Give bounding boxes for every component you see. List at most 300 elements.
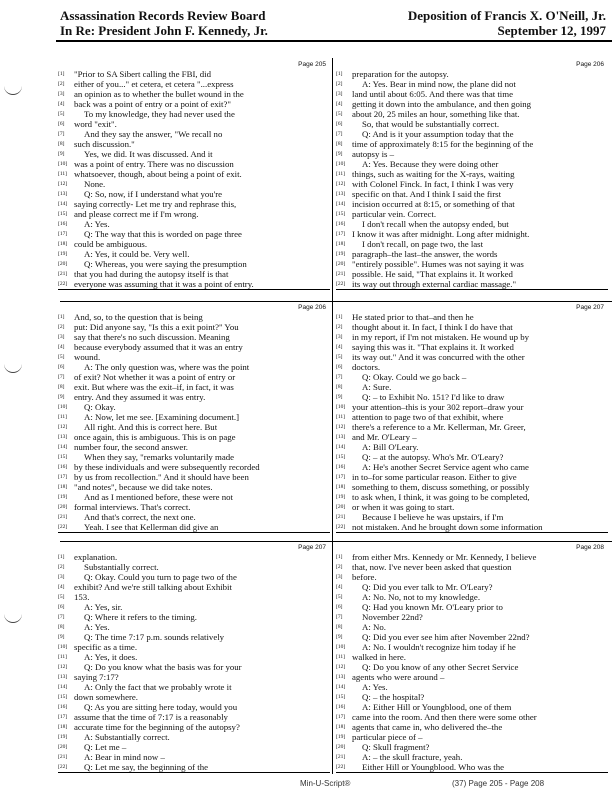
transcript-line (58, 692, 330, 702)
line-text: Q: Did you ever see him after November 22nd? (362, 632, 530, 642)
line-number: [14] (58, 201, 68, 207)
line-number: [9] (336, 151, 343, 157)
line-text: Yeah. I see that Kellerman did give an (84, 522, 219, 532)
line-text: All right. And this is correct here. But (84, 422, 218, 432)
line-number: [10] (58, 644, 68, 650)
transcript-line (58, 219, 330, 229)
line-text: word "exit". (74, 119, 117, 129)
transcript-line (58, 762, 330, 773)
line-number: [18] (58, 241, 68, 247)
transcript-line (58, 392, 330, 402)
line-number: [21] (336, 754, 346, 760)
line-text: in to–for some particular reason. Either to give (352, 472, 517, 482)
transcript-line (58, 189, 330, 199)
line-number: [13] (336, 674, 346, 680)
line-text: He stated prior to that–and then he (352, 312, 474, 322)
hole-punch-mark (4, 362, 22, 373)
transcript-line (58, 412, 330, 422)
line-text: specific as a time. (74, 642, 138, 652)
line-number: [7] (58, 374, 65, 380)
line-number: [16] (58, 464, 68, 470)
line-number: [16] (58, 704, 68, 710)
transcript-line (58, 342, 330, 352)
line-number: [21] (58, 514, 68, 520)
transcript-line (336, 472, 608, 482)
transcript-line (58, 752, 330, 762)
line-text: Q: Let me – (84, 742, 127, 752)
line-text: And as I mentioned before, these were not (84, 492, 234, 502)
transcript-line (336, 522, 608, 533)
page-number: Page 205 (298, 61, 326, 68)
line-number: [11] (336, 414, 345, 420)
line-number: [10] (58, 404, 68, 410)
line-number: [10] (336, 161, 346, 167)
line-number: [22] (58, 764, 68, 770)
transcript-line (336, 382, 608, 392)
line-text: A: No. I wouldn't recognize him today if he (362, 642, 516, 652)
line-text: autopsy is – (352, 149, 395, 159)
line-number: [17] (336, 231, 346, 237)
footer-publisher: Min-U-Script® (300, 779, 351, 788)
transcript-line (58, 562, 330, 572)
line-text: Q: Had you known Mr. O'Leary prior to (362, 602, 503, 612)
transcript-line (336, 392, 608, 402)
transcript-line (58, 592, 330, 602)
page-number: Page 206 (576, 61, 604, 68)
transcript-line (336, 412, 608, 422)
line-number: [3] (58, 334, 65, 340)
line-number: [14] (58, 444, 68, 450)
transcript-line (336, 312, 608, 322)
line-number: [4] (336, 101, 343, 107)
line-number: [11] (58, 171, 67, 177)
transcript-line (336, 622, 608, 632)
line-number: [19] (58, 734, 68, 740)
line-text: Q: And is it your assumption today that the (362, 129, 514, 139)
line-number: [16] (336, 704, 346, 710)
line-number: [20] (58, 744, 68, 750)
line-text: "entirely possible". Humes was not saying it was (352, 259, 524, 269)
line-number: [17] (58, 714, 68, 720)
line-number: [8] (58, 141, 65, 147)
transcript-line (336, 722, 608, 732)
transcript-panel (58, 543, 330, 777)
line-number: [9] (336, 634, 343, 640)
line-number: [3] (58, 574, 65, 580)
line-text: "Prior to SA Sibert calling the FBI, did (74, 69, 212, 79)
transcript-line (58, 582, 330, 592)
line-number: [19] (336, 734, 346, 740)
line-text: Yes, we did. It was discussed. And it (84, 149, 213, 159)
transcript-line (336, 632, 608, 642)
line-text: A: Yes. (84, 622, 110, 632)
transcript-line (336, 332, 608, 342)
line-text: A: Yes, sir. (84, 602, 123, 612)
transcript-line (336, 149, 608, 159)
line-text: A: Now, let me see. [Examining document.] (84, 412, 240, 422)
line-number: [2] (58, 81, 65, 87)
transcript-line (336, 249, 608, 259)
line-text: not mistaken. And he brought down some information (352, 522, 543, 532)
line-number: [15] (58, 694, 68, 700)
line-number: [9] (336, 394, 343, 400)
line-number: [5] (336, 594, 343, 600)
line-text: A: Yes. Because they were doing other (362, 159, 499, 169)
transcript-line (336, 89, 608, 99)
transcript-line (336, 79, 608, 89)
transcript-line (336, 482, 608, 492)
line-number: [13] (58, 434, 68, 440)
transcript-line (58, 682, 330, 692)
line-text: or when it was going to start. (352, 502, 455, 512)
line-text: Substantially correct. (84, 562, 159, 572)
line-number: [10] (336, 644, 346, 650)
line-number: [8] (58, 384, 65, 390)
transcript-line (58, 482, 330, 492)
line-number: [14] (336, 201, 346, 207)
transcript-line (58, 512, 330, 522)
line-text: getting it down into the ambulance, and then going (352, 99, 532, 109)
transcript-line (58, 672, 330, 682)
line-text: A: Yes. (362, 682, 388, 692)
transcript-line (336, 139, 608, 149)
line-text: with Colonel Finck. In fact, I think I was very (352, 179, 514, 189)
line-number: [9] (58, 634, 65, 640)
line-text: I don't recall when the autopsy ended, but (362, 219, 509, 229)
line-text: A: Yes, it could be. Very well. (84, 249, 190, 259)
transcript-line (58, 732, 330, 742)
line-text: particular vein. Correct. (352, 209, 437, 219)
line-number: [22] (336, 524, 346, 530)
line-text: doctors. (352, 362, 381, 372)
transcript-line (336, 752, 608, 762)
transcript-line (336, 742, 608, 752)
transcript-line (58, 372, 330, 382)
line-text: A: No. No, not to my knowledge. (362, 592, 481, 602)
line-text: explanation. (74, 552, 118, 562)
header-right (408, 8, 606, 38)
line-number: [12] (336, 424, 346, 430)
line-text: by these individuals and were subsequently recorded (74, 462, 260, 472)
transcript-line (58, 332, 330, 342)
line-text: When they say, "remarks voluntarily made (84, 452, 235, 462)
line-number: [3] (58, 91, 65, 97)
line-text: And, so, to the question that is being (74, 312, 203, 322)
line-text: Q: The time 7:17 p.m. sounds relatively (84, 632, 225, 642)
line-text: that, now. I've never been asked that question (352, 562, 512, 572)
line-text: agents who were around – (352, 672, 445, 682)
page-number: Page 207 (576, 304, 604, 311)
line-number: [18] (336, 484, 346, 490)
transcript-line (336, 712, 608, 722)
transcript-line (336, 442, 608, 452)
line-number: [1] (336, 314, 343, 320)
transcript-line (336, 582, 608, 592)
line-number: [7] (336, 614, 343, 620)
transcript-line (336, 269, 608, 279)
line-number: [11] (336, 654, 345, 660)
line-number: [20] (58, 504, 68, 510)
transcript-line (58, 322, 330, 332)
transcript-line (58, 702, 330, 712)
line-text: land until about 6:05. And there was that time (352, 89, 514, 99)
line-text: Q: – at the autopsy. Who's Mr. O'Leary? (362, 452, 504, 462)
line-text: that you had during the autopsy itself is that (74, 269, 229, 279)
line-number: [20] (336, 504, 346, 510)
transcript-line (58, 632, 330, 642)
transcript-panel (336, 60, 608, 294)
transcript-line (58, 712, 330, 722)
line-text: something to them, discuss something, or possibly (352, 482, 530, 492)
transcript-line (336, 492, 608, 502)
line-text: possible. He said, "That explains it. It worked (352, 269, 513, 279)
line-text: Because I believe he was upstairs, if I'm (362, 512, 504, 522)
line-number: [15] (336, 211, 346, 217)
transcript-line (58, 199, 330, 209)
line-text: Q: – the hospital? (362, 692, 425, 702)
line-number: [5] (336, 354, 343, 360)
line-text: there's a reference to a Mr. Kellerman, Mr. Greer, (352, 422, 526, 432)
line-text: To my knowledge, they had never used the (84, 109, 235, 119)
line-text: Q: Okay. Could you turn to page two of the (84, 572, 237, 582)
line-number: [12] (336, 181, 346, 187)
line-number: [15] (58, 454, 68, 460)
line-text: A: Only the fact that we probably wrote it (84, 682, 232, 692)
line-text: an opinion as to whether the bullet wound in the (74, 89, 244, 99)
line-number: [8] (336, 384, 343, 390)
transcript-line (58, 442, 330, 452)
line-text: its way out through external cardiac massage." (352, 279, 517, 289)
line-text: Q: Whereas, you were saying the presumption (84, 259, 247, 269)
transcript-line (336, 432, 608, 442)
transcript-line (336, 352, 608, 362)
line-text: and Mr. O'Leary – (352, 432, 417, 442)
transcript-line (58, 602, 330, 612)
line-text: Q: Do you know what the basis was for your (84, 662, 242, 672)
transcript-line (336, 279, 608, 290)
line-text: accurate time for the beginning of the autopsy? (74, 722, 240, 732)
line-text: everyone was assuming that it was a point of entry. (74, 279, 254, 289)
transcript-line (58, 662, 330, 672)
line-text: number four, the second answer. (74, 442, 188, 452)
line-text: walked in here. (352, 652, 406, 662)
transcript-line (336, 452, 608, 462)
line-text: was a point of entry. There was no discussion (74, 159, 234, 169)
line-number: [1] (58, 71, 65, 77)
transcript-line (336, 239, 608, 249)
line-number: [19] (336, 494, 346, 500)
transcript-line (336, 512, 608, 522)
transcript-line (336, 69, 608, 79)
hole-punch-mark (4, 612, 22, 623)
line-number: [4] (58, 584, 65, 590)
transcript-line (58, 742, 330, 752)
line-text: Q: Where it refers to the timing. (84, 612, 197, 622)
footer-page-range: (37) Page 205 - Page 208 (452, 779, 545, 788)
line-text: saying this was it. "That explains it. It worked (352, 342, 514, 352)
line-number: [15] (58, 211, 68, 217)
transcript-line (336, 602, 608, 612)
transcript-line (336, 109, 608, 119)
transcript-line (336, 179, 608, 189)
transcript-line (58, 652, 330, 662)
line-number: [2] (336, 324, 343, 330)
line-text: Q: The way that this is worded on page three (84, 229, 242, 239)
line-text: A: He's another Secret Service agent who came (362, 462, 529, 472)
line-number: [17] (58, 231, 68, 237)
line-number: [4] (58, 344, 65, 350)
line-text: time of approximately 8:15 for the beginning of the (352, 139, 534, 149)
line-text: Q: Did you ever talk to Mr. O'Leary? (362, 582, 493, 592)
transcript-line (58, 79, 330, 89)
transcript-line (58, 472, 330, 482)
line-text: back was a point of entry or a point of exit?" (74, 99, 231, 109)
line-text: particular piece of – (352, 732, 423, 742)
line-number: [21] (58, 754, 68, 760)
transcript-line (336, 562, 608, 572)
line-number: [6] (336, 364, 343, 370)
transcript-line (58, 382, 330, 392)
line-number: [2] (336, 564, 343, 570)
line-text: in my report, if I'm not mistaken. He wound up by (352, 332, 530, 342)
transcript-panel (336, 543, 608, 777)
line-text: Q: So, now, if I understand what you're (84, 189, 223, 199)
line-number: [22] (336, 281, 346, 287)
row-divider (60, 301, 612, 302)
line-text: from either Mrs. Kennedy or Mr. Kennedy, I believe (352, 552, 537, 562)
transcript-line (58, 312, 330, 322)
line-number: [3] (336, 574, 343, 580)
line-text: to ask when, I think, it was going to be completed, (352, 492, 530, 502)
transcript-line (336, 199, 608, 209)
line-number: [5] (336, 111, 343, 117)
line-number: [14] (58, 684, 68, 690)
line-text: preparation for the autopsy. (352, 69, 449, 79)
line-number: [8] (336, 624, 343, 630)
line-text: A: – the skull fracture, yeah. (362, 752, 463, 762)
transcript-line (58, 89, 330, 99)
transcript-line (58, 279, 330, 290)
transcript-line (58, 352, 330, 362)
transcript-line (336, 129, 608, 139)
line-text: incision occurred at 8:15, or something of that (352, 199, 515, 209)
transcript-line (58, 402, 330, 412)
transcript-line (336, 219, 608, 229)
line-text: because everybody assumed that it was an entry (74, 342, 243, 352)
transcript-line (58, 159, 330, 169)
transcript-line (58, 642, 330, 652)
transcript-line (58, 722, 330, 732)
line-text: came into the room. And then there were some other (352, 712, 537, 722)
transcript-line (336, 652, 608, 662)
transcript-line (336, 642, 608, 652)
line-number: [2] (58, 564, 65, 570)
transcript-line (336, 572, 608, 582)
line-number: [7] (336, 374, 343, 380)
page-number: Page 207 (298, 544, 326, 551)
line-number: [9] (58, 394, 65, 400)
transcript-line (58, 209, 330, 219)
line-number: [1] (336, 554, 343, 560)
line-number: [15] (336, 694, 346, 700)
line-text: saying 7:17? (74, 672, 119, 682)
deposition-date: September 12, 1997 (497, 23, 606, 38)
line-text: exit. But where was the exit–if, in fact, it was (74, 382, 234, 392)
transcript-line (336, 159, 608, 169)
line-text: before. (352, 572, 377, 582)
line-text: Q: Okay. (84, 402, 116, 412)
transcript-line (58, 229, 330, 239)
line-text: say that there's no such discussion. Meaning (74, 332, 230, 342)
line-text: A: The only question was, where was the point (84, 362, 250, 372)
transcript-line (58, 119, 330, 129)
line-number: [19] (58, 494, 68, 500)
line-number: [7] (336, 131, 343, 137)
line-number: [20] (58, 261, 68, 267)
line-text: by us from recollection." And it should have been (74, 472, 249, 482)
case-title: In Re: President John F. Kennedy, Jr. (60, 23, 268, 38)
line-text: once again, this is ambiguous. This is on page (74, 432, 236, 442)
line-text: paragraph–the last–the answer, the words (352, 249, 498, 259)
line-text: I don't recall, on page two, the last (362, 239, 484, 249)
line-number: [4] (58, 101, 65, 107)
transcript-line (336, 422, 608, 432)
transcript-line (336, 462, 608, 472)
line-text: Either Hill or Youngblood. Who was the (362, 762, 505, 772)
line-number: [17] (336, 474, 346, 480)
transcript-line (336, 342, 608, 352)
line-number: [9] (58, 151, 65, 157)
line-text: 153. (74, 592, 90, 602)
line-number: [4] (336, 584, 343, 590)
line-text: A: Either Hill or Youngblood, one of them (362, 702, 512, 712)
line-number: [18] (58, 484, 68, 490)
transcript-panel (58, 60, 330, 294)
line-text: A: Bear in mind now – (84, 752, 165, 762)
line-number: [10] (336, 404, 346, 410)
line-text: A: Yes. (84, 219, 110, 229)
line-number: [5] (58, 354, 65, 360)
line-number: [6] (58, 604, 65, 610)
line-text: Q: Do you know of any other Secret Service (362, 662, 519, 672)
transcript-line (58, 179, 330, 189)
line-text: Q: Okay. Could we go back – (362, 372, 467, 382)
line-number: [11] (58, 654, 67, 660)
line-text: saying correctly- Let me try and rephrase this, (74, 199, 237, 209)
line-number: [13] (58, 674, 68, 680)
line-number: [18] (336, 724, 346, 730)
line-text: assume that the time of 7:17 is a reasonably (74, 712, 228, 722)
transcript-line (58, 432, 330, 442)
transcript-line (336, 169, 608, 179)
transcript-line (336, 502, 608, 512)
line-text: And that's correct, the next one. (84, 512, 196, 522)
transcript-line (336, 362, 608, 372)
line-text: wound. (74, 352, 101, 362)
line-text: A: Bill O'Leary. (362, 442, 419, 452)
line-number: [11] (336, 171, 345, 177)
transcript-line (58, 502, 330, 512)
transcript-line (336, 762, 608, 773)
transcript-line (58, 572, 330, 582)
line-number: [20] (336, 744, 346, 750)
line-number: [8] (58, 624, 65, 630)
line-text: could be ambiguous. (74, 239, 148, 249)
line-text: Q: – to Exhibit No. 151? I'd like to draw (362, 392, 505, 402)
line-number: [2] (58, 324, 65, 330)
transcript-line (336, 209, 608, 219)
transcript-line (336, 119, 608, 129)
